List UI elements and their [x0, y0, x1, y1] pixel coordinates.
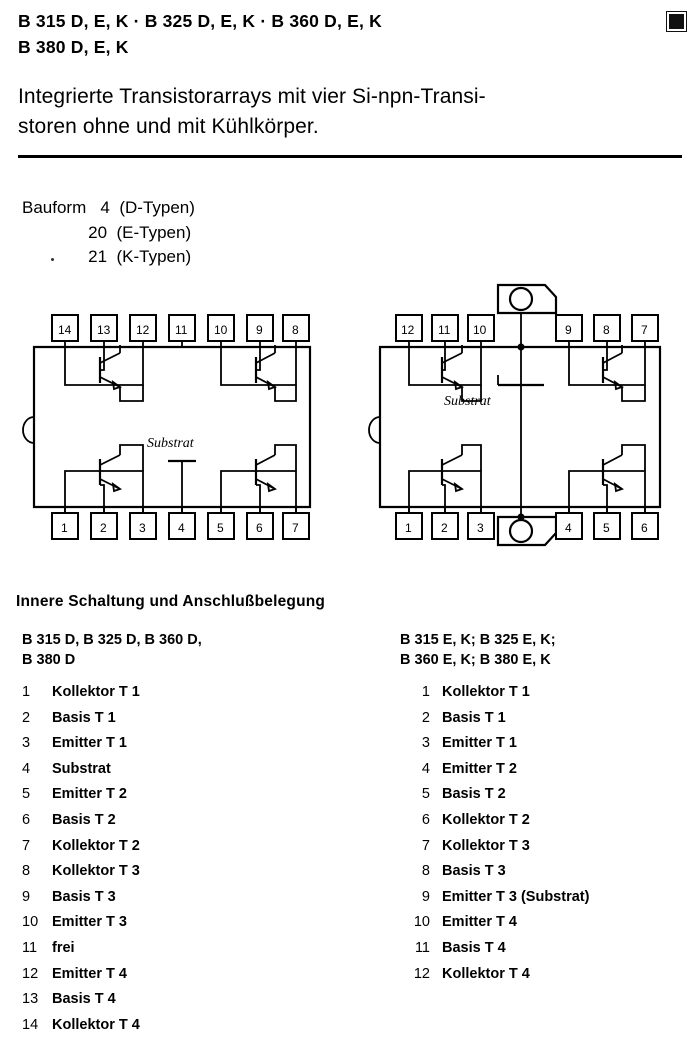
- schematic-svg: [0, 275, 700, 595]
- pin-row: [400, 808, 700, 834]
- section-caption: Innere Schaltung und Anschlußbelegung: [16, 593, 326, 610]
- bauform-code-1: 4: [100, 198, 110, 217]
- left-pin-label-5: 5: [217, 521, 224, 535]
- pin-name: Emitter T 3 (Substrat): [442, 888, 590, 905]
- pin-row: [22, 910, 352, 936]
- pin-row: [400, 706, 700, 732]
- pin-number: 4: [421, 760, 430, 777]
- pin-list-ek-types: [400, 630, 700, 987]
- pin-name: Basis T 4: [52, 991, 116, 1008]
- pin-number: 10: [413, 914, 430, 931]
- right-pin-label-11: 11: [438, 323, 451, 337]
- bauform-name-2: (E-Typen): [116, 222, 192, 242]
- left-substrate-label: Substrat: [147, 436, 194, 451]
- right-transistor-t3: [569, 345, 645, 401]
- right-pin-label-4: 4: [565, 521, 572, 535]
- right-pin-label-10: 10: [473, 323, 487, 337]
- pin-row: [400, 782, 700, 808]
- pin-number: 2: [421, 709, 430, 726]
- pin-row: [22, 834, 352, 860]
- pin-name: Basis T 2: [52, 811, 116, 828]
- bauform-block: [22, 196, 195, 270]
- left-transistor-t1: [65, 445, 143, 513]
- bauform-row-3: [22, 245, 195, 270]
- pin-name: Kollektor T 3: [52, 863, 140, 880]
- pin-row: [400, 936, 700, 962]
- pin-name: Emitter T 2: [52, 786, 127, 803]
- pin-number: 8: [22, 863, 31, 880]
- schematic-diagrams: [0, 275, 700, 595]
- pin-name: Kollektor T 1: [442, 684, 530, 700]
- title-line-2: B 380 D, E, K: [18, 37, 129, 57]
- pin-name: Basis T 3: [442, 863, 506, 880]
- corner-marker-icon: [667, 12, 686, 31]
- pin-row: [22, 885, 352, 911]
- pin-row: [22, 962, 352, 988]
- left-transistor-t3: [221, 345, 296, 401]
- pin-number: 12: [22, 965, 39, 982]
- pin-row: [22, 706, 352, 732]
- pin-name: Emitter T 1: [442, 735, 517, 752]
- bauform-row-1: [22, 196, 195, 221]
- pin-row: [22, 987, 352, 1013]
- right-pin-label-7: 7: [641, 323, 648, 337]
- left-top-pins: [52, 315, 309, 347]
- right-top-pins: [396, 315, 658, 347]
- pin-name: Emitter T 4: [52, 965, 127, 982]
- right-pin-label-12: 12: [401, 323, 415, 337]
- pin-row: [22, 808, 352, 834]
- ink-speck: [51, 258, 54, 261]
- pin-row: [400, 834, 700, 860]
- pin-row: [22, 1013, 352, 1038]
- pin-row: [400, 757, 700, 783]
- right-substrate-label: Substrat: [444, 394, 491, 409]
- right-pin-label-2: 2: [441, 521, 448, 535]
- pin-row: [22, 680, 352, 706]
- pin-name: Emitter T 3: [52, 914, 127, 931]
- left-pin-label-3: 3: [139, 521, 146, 535]
- pin-row: [22, 859, 352, 885]
- bauform-name-1: (D-Typen): [119, 198, 195, 217]
- pin-number: 13: [22, 991, 39, 1008]
- pin-row: [400, 731, 700, 757]
- bauform-label: Bauform: [22, 198, 87, 217]
- right-transistor-t2: [569, 445, 645, 513]
- right-pin-label-5: 5: [603, 521, 610, 535]
- pin-number: 9: [421, 888, 430, 905]
- subtitle-line-2: storen ohne und mit Kühlkörper.: [18, 115, 319, 138]
- pin-number: 14: [22, 1016, 39, 1033]
- pin-list-d-types: [22, 630, 352, 1038]
- pin-number: 5: [22, 786, 31, 803]
- pin-number: 6: [421, 811, 430, 828]
- pin-number: 7: [22, 837, 31, 854]
- pin-number: 3: [22, 735, 31, 752]
- pin-name: Basis T 4: [442, 939, 506, 956]
- heading-line-1: B 315 D, B 325 D, B 360 D,: [22, 632, 202, 648]
- right-transistor-t4: [409, 345, 481, 401]
- pin-name: Kollektor T 4: [52, 1016, 140, 1033]
- pin-name: Emitter T 1: [52, 735, 127, 752]
- heading-line-2: B 380 D: [22, 652, 76, 668]
- diagram-left-package: [23, 315, 310, 539]
- bauform-row-2: [22, 221, 195, 246]
- pin-name: Basis T 3: [52, 888, 116, 905]
- bauform-code-2: 20: [88, 222, 108, 242]
- pin-name: Basis T 1: [52, 709, 116, 726]
- left-pin-label-7: 7: [292, 521, 299, 535]
- pin-row: [400, 680, 700, 706]
- bauform-name-3: (K-Typen): [116, 247, 192, 266]
- right-transistor-t1: [409, 445, 481, 513]
- pin-row: [22, 757, 352, 783]
- pin-number: 6: [22, 811, 31, 828]
- pin-row: [400, 910, 700, 936]
- horizontal-divider: [18, 155, 682, 158]
- pin-name: Kollektor T 4: [442, 965, 530, 982]
- pin-list-d-types-heading: [22, 630, 352, 670]
- left-pin-label-11: 11: [175, 323, 188, 337]
- pin-name: Kollektor T 2: [442, 811, 530, 828]
- pin-number: 11: [414, 939, 430, 956]
- left-pin-label-8: 8: [292, 323, 299, 337]
- pin-number: 2: [22, 709, 31, 726]
- title-line-1: B 315 D, E, K · B 325 D, E, K · B 360 D, E, K: [18, 11, 382, 31]
- diagram-right-package: [369, 285, 660, 545]
- subtitle: [18, 82, 678, 142]
- pin-name: Basis T 1: [442, 709, 506, 726]
- pin-row: [22, 936, 352, 962]
- pin-number: 1: [22, 684, 31, 700]
- heading-line-2: B 360 E, K; B 380 E, K: [400, 652, 551, 668]
- pin-number: 3: [421, 735, 430, 752]
- right-pin-label-3: 3: [477, 521, 484, 535]
- left-pin-label-10: 10: [214, 323, 228, 337]
- pin-number: 5: [421, 786, 430, 803]
- pin-number: 12: [413, 965, 430, 982]
- left-pin-label-4: 4: [178, 521, 185, 535]
- heading-line-1: B 315 E, K; B 325 E, K;: [400, 632, 556, 648]
- pin-row: [400, 885, 700, 911]
- pin-number: 4: [22, 760, 31, 777]
- pin-name: Kollektor T 3: [442, 837, 530, 854]
- bauform-code-3: 21: [88, 247, 108, 266]
- subtitle-line-1: Integrierte Transistorarrays mit vier Si-npn-Transi-: [18, 85, 486, 108]
- right-pin-label-8: 8: [603, 323, 610, 337]
- pin-name: Basis T 2: [442, 786, 506, 803]
- left-bottom-pins: [52, 507, 309, 539]
- pin-number: 10: [22, 914, 39, 931]
- left-pin-label-1: 1: [61, 521, 68, 535]
- pin-name: Kollektor T 2: [52, 837, 140, 854]
- pin-row: [22, 782, 352, 808]
- pin-name: Kollektor T 1: [52, 684, 140, 700]
- pin-name: Emitter T 2: [442, 760, 517, 777]
- left-pin-label-13: 13: [97, 323, 111, 337]
- pin-list-ek-types-heading: [400, 630, 700, 670]
- pin-number: 8: [421, 863, 430, 880]
- right-pin-label-9: 9: [565, 323, 572, 337]
- pin-number: 7: [421, 837, 430, 854]
- left-pin-label-6: 6: [256, 521, 263, 535]
- right-pin-label-6: 6: [641, 521, 648, 535]
- pin-number: 1: [421, 684, 430, 700]
- left-transistor-t4: [65, 345, 143, 401]
- pin-name: Emitter T 4: [442, 914, 517, 931]
- left-pin-label-14: 14: [58, 323, 72, 337]
- pin-number: 11: [22, 939, 38, 956]
- pin-row: [22, 731, 352, 757]
- left-pin-label-12: 12: [136, 323, 150, 337]
- pin-name: frei: [52, 939, 75, 956]
- pin-name: Substrat: [52, 760, 111, 777]
- pin-row: [400, 962, 700, 988]
- left-pin-label-2: 2: [100, 521, 107, 535]
- pin-number: 9: [22, 888, 31, 905]
- page-title: [18, 8, 658, 60]
- left-pin-label-9: 9: [256, 323, 263, 337]
- left-transistor-t2: [221, 445, 296, 513]
- right-pin-label-1: 1: [405, 521, 412, 535]
- pin-row: [400, 859, 700, 885]
